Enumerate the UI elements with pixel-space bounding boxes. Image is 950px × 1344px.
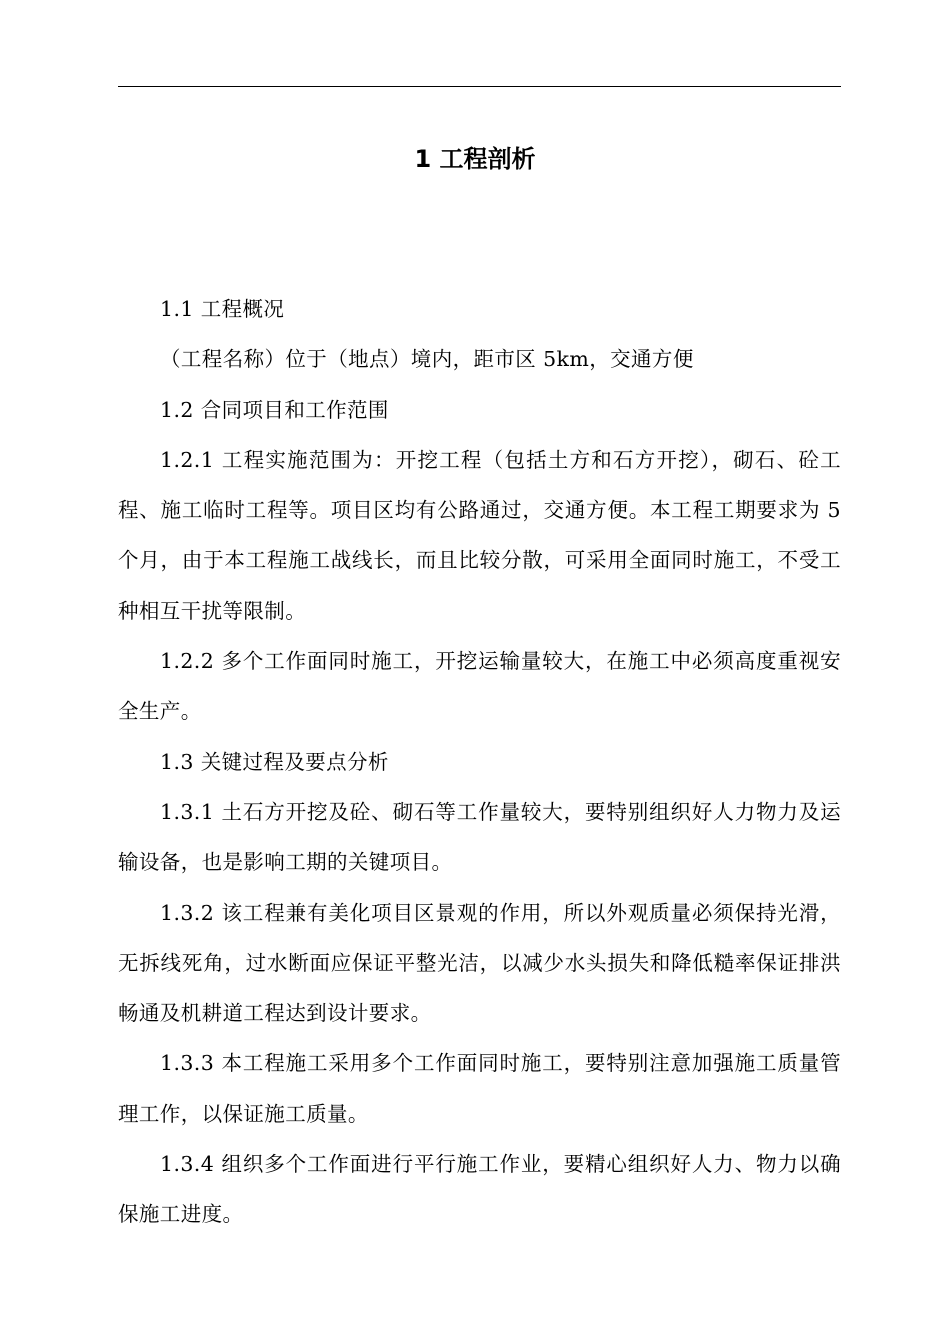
section-heading-1-3: 1.3 关键过程及要点分析 bbox=[160, 749, 389, 774]
paragraph-1-3-2: 1.3.2 该工程兼有美化项目区景观的作用，所以外观质量必须保持光滑，无拆线死角，过水断面应保证平整光洁，以减少水头损失和降低糙率保证排洪畅通及机耕道工程达到设计要求。 bbox=[118, 900, 841, 1026]
paragraph-1-3-4: 1.3.4 组织多个工作面进行平行施工作业，要精心组织好人力、物力以确保施工进度。 bbox=[118, 1152, 841, 1227]
paragraph-project-location: （工程名称）位于（地点）境内，距市区 5km，交通方便 bbox=[160, 347, 694, 372]
header-rule bbox=[118, 86, 841, 87]
paragraph-1-2-2: 1.2.2 多个工作面同时施工，开挖运输量较大，在施工中必须高度重视安全生产。 bbox=[118, 649, 841, 724]
section-heading-1-1: 1.1 工程概况 bbox=[160, 297, 285, 321]
paragraph-1-3-3: 1.3.3 本工程施工采用多个工作面同时施工，要特别注意加强施工质量管理工作，以保证施工质量。 bbox=[118, 1051, 841, 1126]
document-body bbox=[118, 284, 841, 1240]
section-heading-1-2: 1.2 合同项目和工作范围 bbox=[160, 397, 389, 422]
paragraph-1-2-1: 1.2.1 工程实施范围为：开挖工程（包括土方和石方开挖），砌石、砼工程、施工临时工程等。项目区均有公路通过，交通方便。本工程工期要求为 5 个月，由于本工程施工战线长，而且比较分散，可采用全面同时施工，不受工种相互干扰等限制。 bbox=[118, 447, 841, 623]
paragraph-1-3-1: 1.3.1 土石方开挖及砼、砌石等工作量较大，要特别组织好人力物力及运输设备，也是影响工期的关键项目。 bbox=[118, 799, 841, 875]
page-title: 1 工程剖析 bbox=[414, 145, 536, 173]
